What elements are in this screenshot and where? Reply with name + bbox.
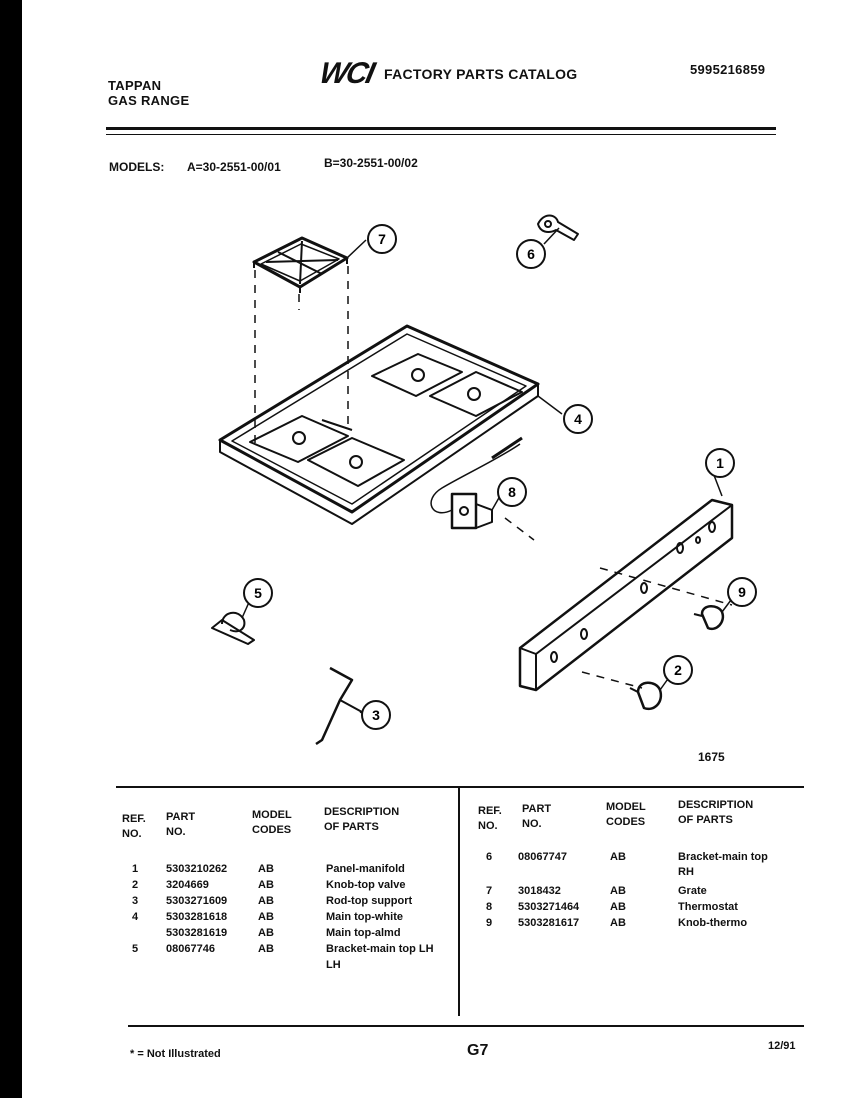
callout-5 — [244, 579, 272, 607]
exploded-parts-diagram — [22, 0, 864, 780]
svg-text:9: 9 — [738, 584, 746, 600]
bracket-lh-part — [212, 613, 254, 644]
model-a: A=30-2551-00/01 — [187, 160, 281, 174]
callout-7 — [368, 225, 396, 253]
svg-text:5: 5 — [254, 585, 262, 601]
callout-3 — [362, 701, 390, 729]
knob-top-valve-part — [630, 683, 661, 709]
svg-text:1: 1 — [716, 455, 724, 471]
hdr-ref-no-right: REF. NO. — [478, 805, 502, 832]
table-bottom-rule — [128, 1025, 804, 1027]
catalog-number: 5995216859 — [690, 62, 766, 77]
hdr-part-no-right: PART NO. — [522, 803, 552, 830]
svg-text:2: 2 — [674, 662, 682, 678]
callout-9 — [728, 578, 756, 606]
hdr-description-right: DESCRIPTION OF PARTS — [678, 799, 754, 826]
catalog-date: 12/91 — [768, 1040, 796, 1052]
svg-text:6: 6 — [527, 246, 535, 262]
main-top-part — [220, 326, 538, 524]
hdr-model-codes-right: MODEL CODES — [606, 801, 646, 828]
hdr-ref-no-left: REF. NO. — [122, 813, 146, 840]
svg-text:8: 8 — [508, 484, 516, 500]
svg-text:7: 7 — [378, 231, 386, 247]
svg-text:4: 4 — [574, 411, 582, 427]
hdr-model-codes-left: MODEL CODES — [252, 809, 292, 836]
model-b: B=30-2551-00/02 — [324, 156, 418, 170]
brand-line-2: GAS RANGE — [108, 93, 190, 108]
callout-1 — [706, 449, 734, 477]
catalog-title: FACTORY PARTS CATALOG — [384, 66, 578, 82]
table-divider — [458, 788, 460, 1016]
brand-line-1: TAPPAN — [108, 78, 162, 93]
figure-number: 1675 — [698, 750, 725, 764]
hdr-description-left: DESCRIPTION OF PARTS — [324, 806, 400, 833]
callout-8 — [498, 478, 526, 506]
wci-logo: WCI — [316, 57, 376, 90]
svg-text:3: 3 — [372, 707, 380, 723]
callout-4 — [564, 405, 592, 433]
grate-part — [254, 238, 347, 293]
callout-2 — [664, 656, 692, 684]
hdr-part-no-left: PART NO. — [166, 811, 196, 838]
catalog-page: TAPPAN GAS RANGE WCI FACTORY PARTS CATALOG 5995216859 MODELS: A=30-2551-00/01 B=30-2551-00/02 7 6 4 8 1 5 9 2 3 1675 REF. NO. PART NO. MODEL CODES DESCRIPTION OF PARTS REF. NO. PART NO. MODEL CODES DESCRIPTION OF PARTS 1 5303210262 AB Panel-manifold 2 3204669 AB Knob-top valve 3 5303271609 AB Rod-top support 4 5303281618 AB Main top-white 5303281619 AB Main top-almd 5 08067746 AB Bracket-main top LH LH 6 08067747 AB Bracket-main top RH 7 3018432 AB Grate 8 5303271464 AB Thermostat 9 5303281617 AB Knob-thermo * = Not Illustrated G7 12/91 — [22, 0, 864, 1098]
panel-manifold-part — [520, 500, 732, 690]
models-label: MODELS: — [109, 160, 165, 174]
callout-6 — [517, 240, 545, 268]
table-top-rule — [116, 786, 804, 788]
knob-thermo-part — [694, 606, 723, 629]
page-code: G7 — [467, 1042, 489, 1059]
footnote-not-illustrated: * = Not Illustrated — [130, 1048, 221, 1060]
rod-top-support-part — [316, 668, 362, 744]
bracket-rh-part — [538, 216, 578, 241]
